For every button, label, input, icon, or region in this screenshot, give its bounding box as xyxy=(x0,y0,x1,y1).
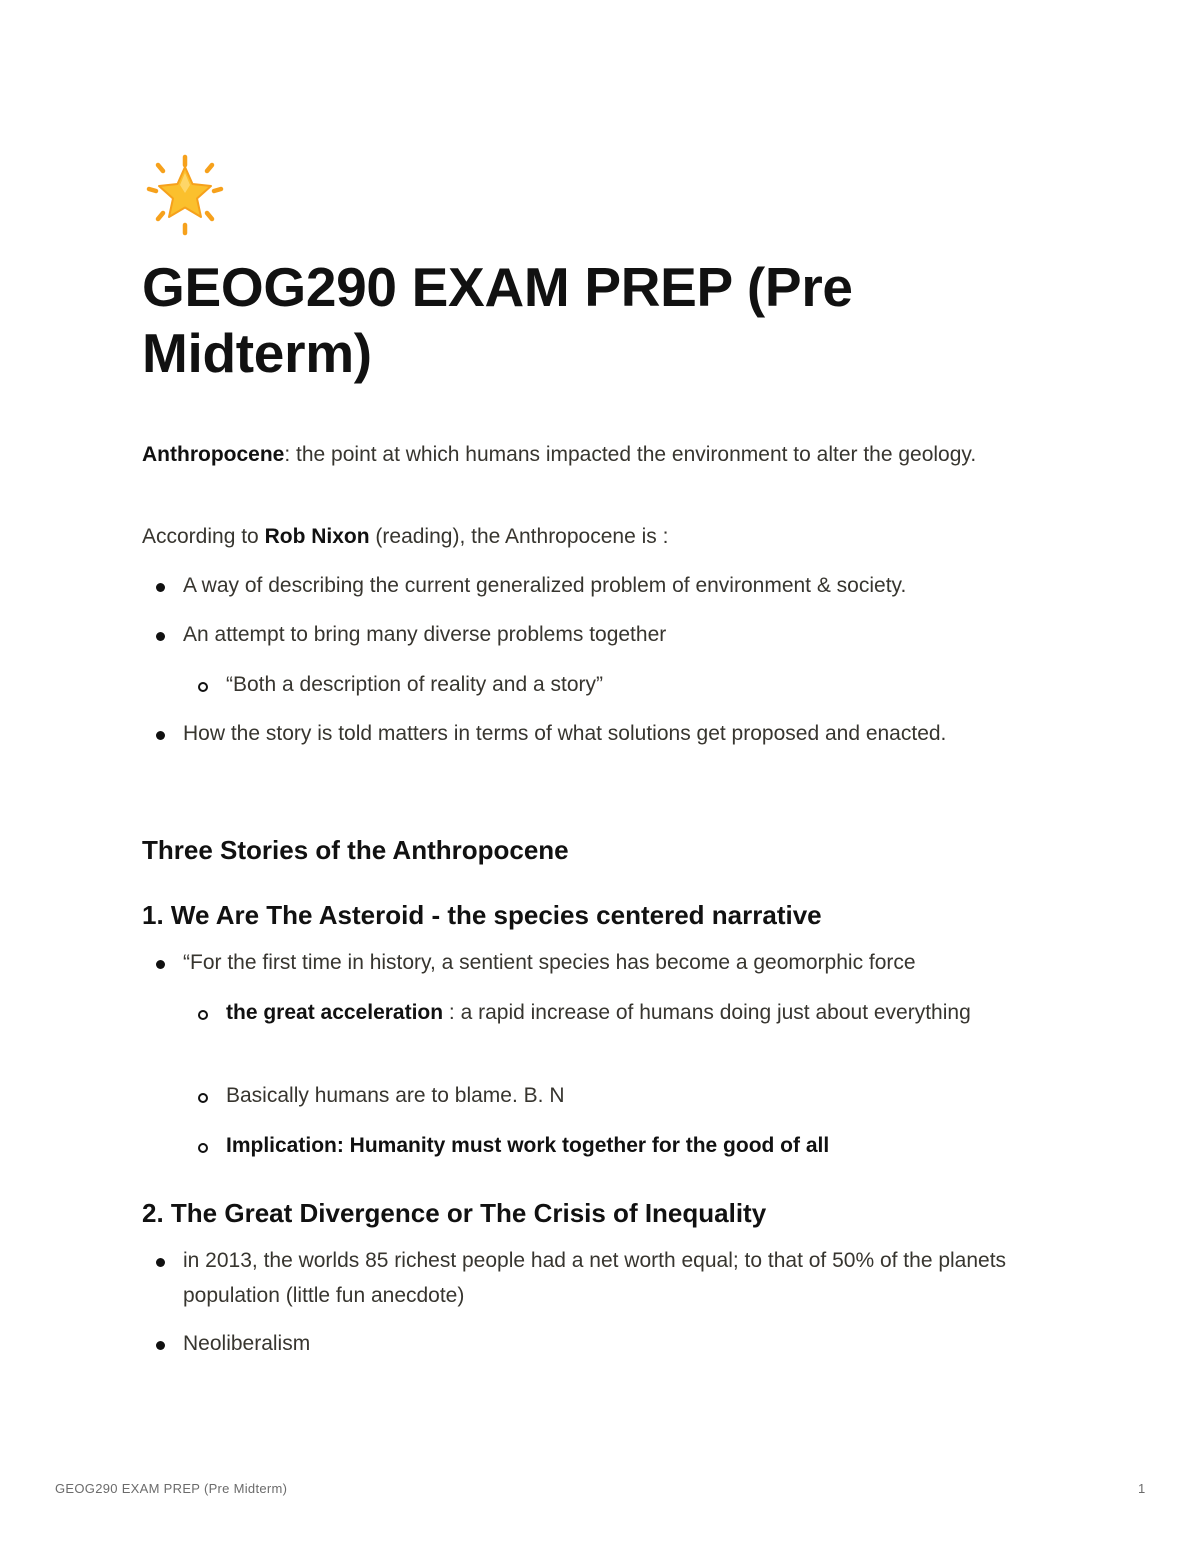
sub-list-item-implication: Implication: Humanity must work together for the good of all xyxy=(226,1134,830,1157)
list-item: An attempt to bring many diverse problems together xyxy=(183,623,667,646)
acceleration-text: : a rapid increase of humans doing just about everything xyxy=(443,1001,971,1024)
acceleration-term: the great acceleration xyxy=(226,1001,444,1024)
nixon-paragraph xyxy=(142,519,1022,554)
definition-term: Anthropocene xyxy=(142,443,285,466)
sub-bullet-ring-icon xyxy=(198,682,208,692)
bullet-dot-icon xyxy=(156,731,165,740)
sub-list-item: “Both a description of reality and a story” xyxy=(226,673,604,696)
footer-doc-title: GEOG290 EXAM PREP (Pre Midterm) xyxy=(55,1481,288,1496)
bullet-dot-icon xyxy=(156,1258,165,1267)
sub-list-item: Basically humans are to blame. B. N xyxy=(226,1084,565,1107)
story-one-heading: 1. We Are The Asteroid - the species centered narrative xyxy=(142,900,822,930)
bullet-dot-icon xyxy=(156,1341,165,1350)
star-emoji-icon xyxy=(143,153,227,237)
nixon-prefix: According to xyxy=(142,525,265,548)
definition-text: : the point at which humans impacted the environment to alter the geology. xyxy=(284,443,977,466)
bullet-dot-icon xyxy=(156,583,165,592)
list-item: Neoliberalism xyxy=(183,1332,311,1355)
bullet-dot-icon xyxy=(156,960,165,969)
list-item: How the story is told matters in terms of what solutions get proposed and enacted. xyxy=(183,722,947,745)
bullet-dot-icon xyxy=(156,632,165,641)
sub-bullet-ring-icon xyxy=(198,1143,208,1153)
list-item: in 2013, the worlds 85 richest people had a net worth equal; to that of 50% of the planets population (little fun anecdote) xyxy=(183,1249,1007,1307)
page-title: GEOG290 EXAM PREP (Pre Midterm) xyxy=(142,256,853,384)
sub-bullet-ring-icon xyxy=(198,1010,208,1020)
sub-list-item xyxy=(226,995,986,1030)
story-two-heading: 2. The Great Divergence or The Crisis of Inequality xyxy=(142,1198,767,1228)
sub-bullet-ring-icon xyxy=(198,1093,208,1103)
list-item: A way of describing the current generalized problem of environment & society. xyxy=(183,574,907,597)
footer-page-number: 1 xyxy=(1138,1481,1146,1496)
definition-paragraph xyxy=(142,437,1022,472)
list-item: “For the first time in history, a sentient species has become a geomorphic force xyxy=(183,951,916,974)
section-heading-three-stories: Three Stories of the Anthropocene xyxy=(142,835,569,865)
nixon-name: Rob Nixon xyxy=(264,525,370,548)
nixon-suffix: (reading), the Anthropocene is : xyxy=(369,525,669,548)
